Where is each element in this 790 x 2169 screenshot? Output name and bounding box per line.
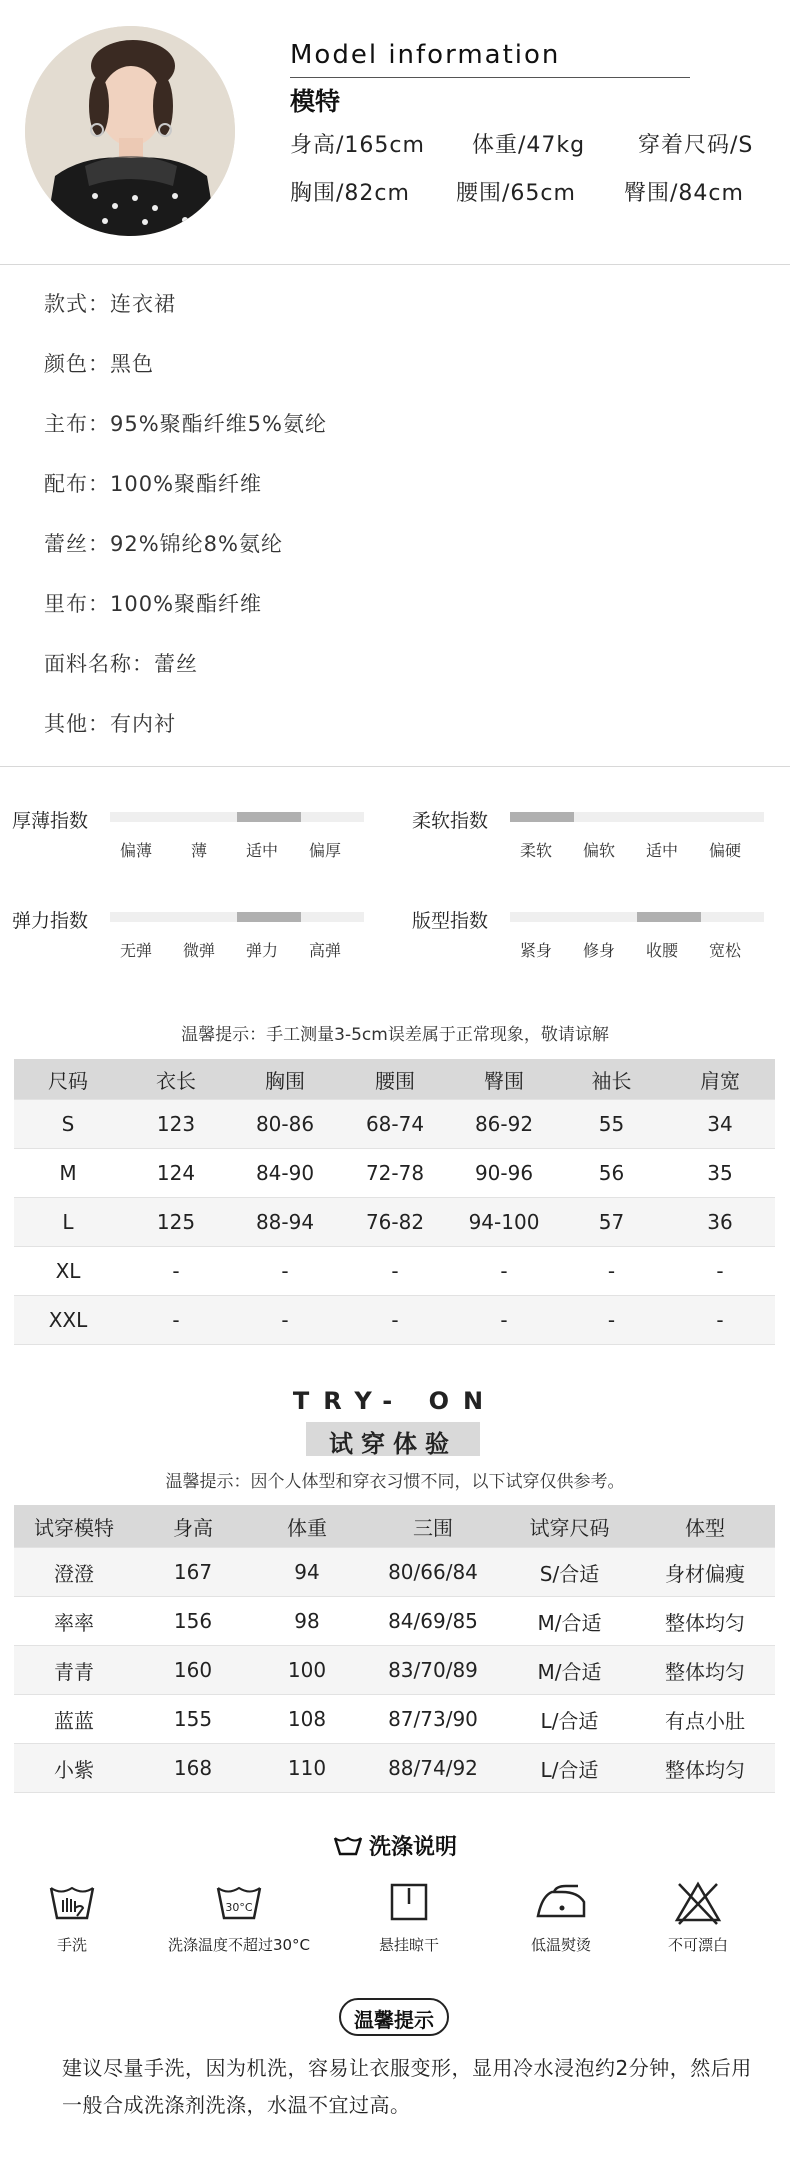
info-style: 款式：连衣裙 [44, 292, 176, 316]
index-tick: 偏薄 [119, 841, 152, 860]
index-track [110, 912, 364, 922]
try-on-table-cell: 155 [134, 1695, 252, 1744]
table-row [14, 1646, 775, 1695]
try-on-table-header-cell: 试穿尺码 [504, 1505, 635, 1548]
size-table-cell: L [14, 1198, 122, 1247]
try-on-table-cell: 整体均匀 [635, 1744, 775, 1793]
size-table-header-cell: 袖长 [558, 1059, 665, 1100]
low-iron-label: 低温熨烫 [530, 1936, 591, 1954]
try-on-table-cell: M/合适 [504, 1646, 635, 1695]
washing-title-text: 洗涤说明 [368, 1835, 457, 1860]
try-on-table-header [14, 1505, 775, 1548]
index-tick: 偏软 [582, 841, 615, 860]
size-table-cell: - [230, 1247, 340, 1296]
size-table-cell: - [340, 1296, 450, 1345]
size-table-cell: XL [14, 1247, 122, 1296]
try-on-table-cell: 80/66/84 [362, 1548, 504, 1597]
try-on-table-cell: 青青 [14, 1646, 134, 1695]
try-on-table-cell: M/合适 [504, 1597, 635, 1646]
size-table-header-cell: 衣长 [122, 1059, 230, 1100]
size-table-cell: M [14, 1149, 122, 1198]
try-on-table-cell: 整体均匀 [635, 1646, 775, 1695]
size-table-cell: 86-92 [450, 1100, 558, 1149]
size-table-cell: S [14, 1100, 122, 1149]
try-on-title-en: TRY- ON [292, 1387, 498, 1415]
model-height: 身高/165cm [290, 133, 425, 158]
try-on-table-cell: 率率 [14, 1597, 134, 1646]
size-table-cell: - [450, 1247, 558, 1296]
index-track [510, 812, 764, 822]
size-table-header [14, 1059, 775, 1100]
index-tick: 适中 [645, 841, 678, 860]
try-on-table-cell: 168 [134, 1744, 252, 1793]
size-table-header-cell: 肩宽 [665, 1059, 775, 1100]
info-lining: 里布：100%聚酯纤维 [44, 592, 263, 616]
try-on-table-header-cell: 体重 [252, 1505, 362, 1548]
size-table-cell: 88-94 [230, 1198, 340, 1247]
no-bleach-icon [663, 1878, 733, 1928]
try-on-table-cell: 有点小肚 [635, 1695, 775, 1744]
size-table-cell: 84-90 [230, 1149, 340, 1198]
wash-tub-icon [333, 1835, 363, 1857]
model-title-underline [290, 77, 690, 78]
index-label: 版型指数 [412, 910, 489, 932]
index-tick: 偏厚 [308, 841, 341, 860]
index-label: 弹力指数 [12, 910, 89, 932]
index-label: 柔软指数 [412, 810, 489, 832]
try-on-table-cell: 蓝蓝 [14, 1695, 134, 1744]
table-row [14, 1296, 775, 1345]
size-table-cell: 34 [665, 1100, 775, 1149]
table-row [14, 1744, 775, 1793]
index-level-fill [237, 912, 301, 922]
index-track [110, 812, 364, 822]
wash-30-label: 洗涤温度不超过30°C [167, 1936, 311, 1954]
try-on-table [14, 1505, 775, 1793]
tips-body: 建议尽量手洗，因为机洗，容易让衣服变形，显用冷水浸泡约2分钟，然后用一般合成洗涤剂洗涤，水温不宜过高。 [62, 2056, 752, 2117]
try-on-table-cell: 84/69/85 [362, 1597, 504, 1646]
index-tick: 高弹 [308, 941, 341, 960]
index-tick: 修身 [582, 941, 615, 960]
info-color: 颜色：黑色 [44, 352, 154, 376]
try-on-table-cell: 108 [252, 1695, 362, 1744]
size-table-cell: 55 [558, 1100, 665, 1149]
size-table-cell: - [450, 1296, 558, 1345]
size-table-cell: 76-82 [340, 1198, 450, 1247]
try-on-table-cell: 167 [134, 1548, 252, 1597]
try-on-table-header-cell: 试穿模特 [14, 1505, 134, 1548]
size-table-header-cell: 尺码 [14, 1059, 122, 1100]
hang-dry-icon [374, 1878, 444, 1928]
info-lace: 蕾丝：92%锦纶8%氨纶 [44, 532, 283, 556]
size-table [14, 1059, 775, 1345]
table-row [14, 1695, 775, 1744]
size-table-cell: 125 [122, 1198, 230, 1247]
size-table-cell: - [558, 1247, 665, 1296]
model-photo [25, 26, 235, 236]
size-table-cell: 90-96 [450, 1149, 558, 1198]
size-table-header-cell: 臀围 [450, 1059, 558, 1100]
low-iron-icon [526, 1878, 596, 1928]
try-on-table-header-cell: 三围 [362, 1505, 504, 1548]
size-table-cell: - [340, 1247, 450, 1296]
no-bleach-label: 不可漂白 [667, 1936, 728, 1954]
try-on-table-cell: 160 [134, 1646, 252, 1695]
size-table-cell: 124 [122, 1149, 230, 1198]
try-on-table-cell: S/合适 [504, 1548, 635, 1597]
table-row [14, 1149, 775, 1198]
size-table-cell: 68-74 [340, 1100, 450, 1149]
size-table-cell: 57 [558, 1198, 665, 1247]
hang-dry-label: 悬挂晾干 [378, 1936, 439, 1954]
size-table-cell: - [230, 1296, 340, 1345]
size-note: 温馨提示：手工测量3-5cm误差属于正常现象，敬请谅解 [181, 1025, 609, 1045]
table-row [14, 1198, 775, 1247]
size-table-cell: XXL [14, 1296, 122, 1345]
model-bust: 胸围/82cm [290, 181, 410, 206]
table-row [14, 1548, 775, 1597]
hand-wash-icon [37, 1878, 107, 1928]
index-tick: 薄 [190, 841, 207, 860]
size-table-header-cell: 腰围 [340, 1059, 450, 1100]
model-size: 穿着尺码/S [638, 133, 754, 158]
table-row [14, 1100, 775, 1149]
try-on-table-cell: 87/73/90 [362, 1695, 504, 1744]
size-table-cell: 80-86 [230, 1100, 340, 1149]
index-level-fill [237, 812, 301, 822]
try-on-table-cell: 94 [252, 1548, 362, 1597]
info-other: 其他：有内衬 [44, 712, 176, 736]
washing-title [0, 1830, 790, 1861]
try-on-table-header-cell: 身高 [134, 1505, 252, 1548]
model-waist: 腰围/65cm [456, 181, 576, 206]
hand-wash-label: 手洗 [56, 1936, 87, 1954]
try-on-table-cell: 156 [134, 1597, 252, 1646]
size-table-cell: 35 [665, 1149, 775, 1198]
index-tick: 宽松 [708, 941, 741, 960]
size-table-header-cell: 胸围 [230, 1059, 340, 1100]
size-table-cell: - [665, 1296, 775, 1345]
try-on-note: 温馨提示：因个人体型和穿衣习惯不同，以下试穿仅供参考。 [165, 1472, 625, 1492]
size-table-cell: 72-78 [340, 1149, 450, 1198]
svg-text:30°C: 30°C [225, 1901, 253, 1914]
try-on-table-cell: 110 [252, 1744, 362, 1793]
size-table-cell: 123 [122, 1100, 230, 1149]
index-tick: 柔软 [519, 841, 552, 860]
index-tick: 弹力 [245, 941, 278, 960]
try-on-table-cell: L/合适 [504, 1744, 635, 1793]
try-on-table-header-cell: 体型 [635, 1505, 775, 1548]
wash-30-icon [204, 1878, 274, 1928]
tips-title: 温馨提示 [354, 2008, 434, 2032]
try-on-table-cell: 澄澄 [14, 1548, 134, 1597]
section-divider [0, 264, 790, 265]
index-tick: 偏硬 [708, 841, 741, 860]
model-hip: 臀围/84cm [624, 181, 744, 206]
try-on-table-cell: 83/70/89 [362, 1646, 504, 1695]
try-on-title-cn: 试穿体验 [329, 1430, 457, 1458]
info-fabric-name: 面料名称：蕾丝 [44, 652, 198, 676]
try-on-table-cell: 小紫 [14, 1744, 134, 1793]
index-track [510, 912, 764, 922]
index-tick: 收腰 [645, 941, 678, 960]
size-table-cell: 94-100 [450, 1198, 558, 1247]
size-table-cell: 36 [665, 1198, 775, 1247]
model-weight: 体重/47kg [472, 133, 586, 158]
index-tick: 紧身 [519, 941, 552, 960]
try-on-table-cell: 98 [252, 1597, 362, 1646]
size-table-cell: - [665, 1247, 775, 1296]
info-main-fabric: 主布：95%聚酯纤维5%氨纶 [44, 412, 327, 436]
model-title-en: Model information [290, 40, 561, 70]
index-label: 厚薄指数 [12, 810, 89, 832]
try-on-table-cell: L/合适 [504, 1695, 635, 1744]
index-tick: 无弹 [119, 941, 152, 960]
info-secondary-fabric: 配布：100%聚酯纤维 [44, 472, 263, 496]
size-table-cell: 56 [558, 1149, 665, 1198]
size-table-cell: - [122, 1296, 230, 1345]
size-table-cell: - [558, 1296, 665, 1345]
model-title-cn: 模特 [290, 87, 341, 116]
index-tick: 适中 [245, 841, 278, 860]
table-row [14, 1247, 775, 1296]
size-table-cell: - [122, 1247, 230, 1296]
table-row [14, 1597, 775, 1646]
try-on-table-cell: 88/74/92 [362, 1744, 504, 1793]
try-on-table-cell: 100 [252, 1646, 362, 1695]
try-on-table-cell: 整体均匀 [635, 1597, 775, 1646]
try-on-table-cell: 身材偏瘦 [635, 1548, 775, 1597]
section-divider [0, 766, 790, 767]
index-level-fill [637, 912, 701, 922]
index-level-fill [510, 812, 574, 822]
index-tick: 微弹 [182, 941, 215, 960]
